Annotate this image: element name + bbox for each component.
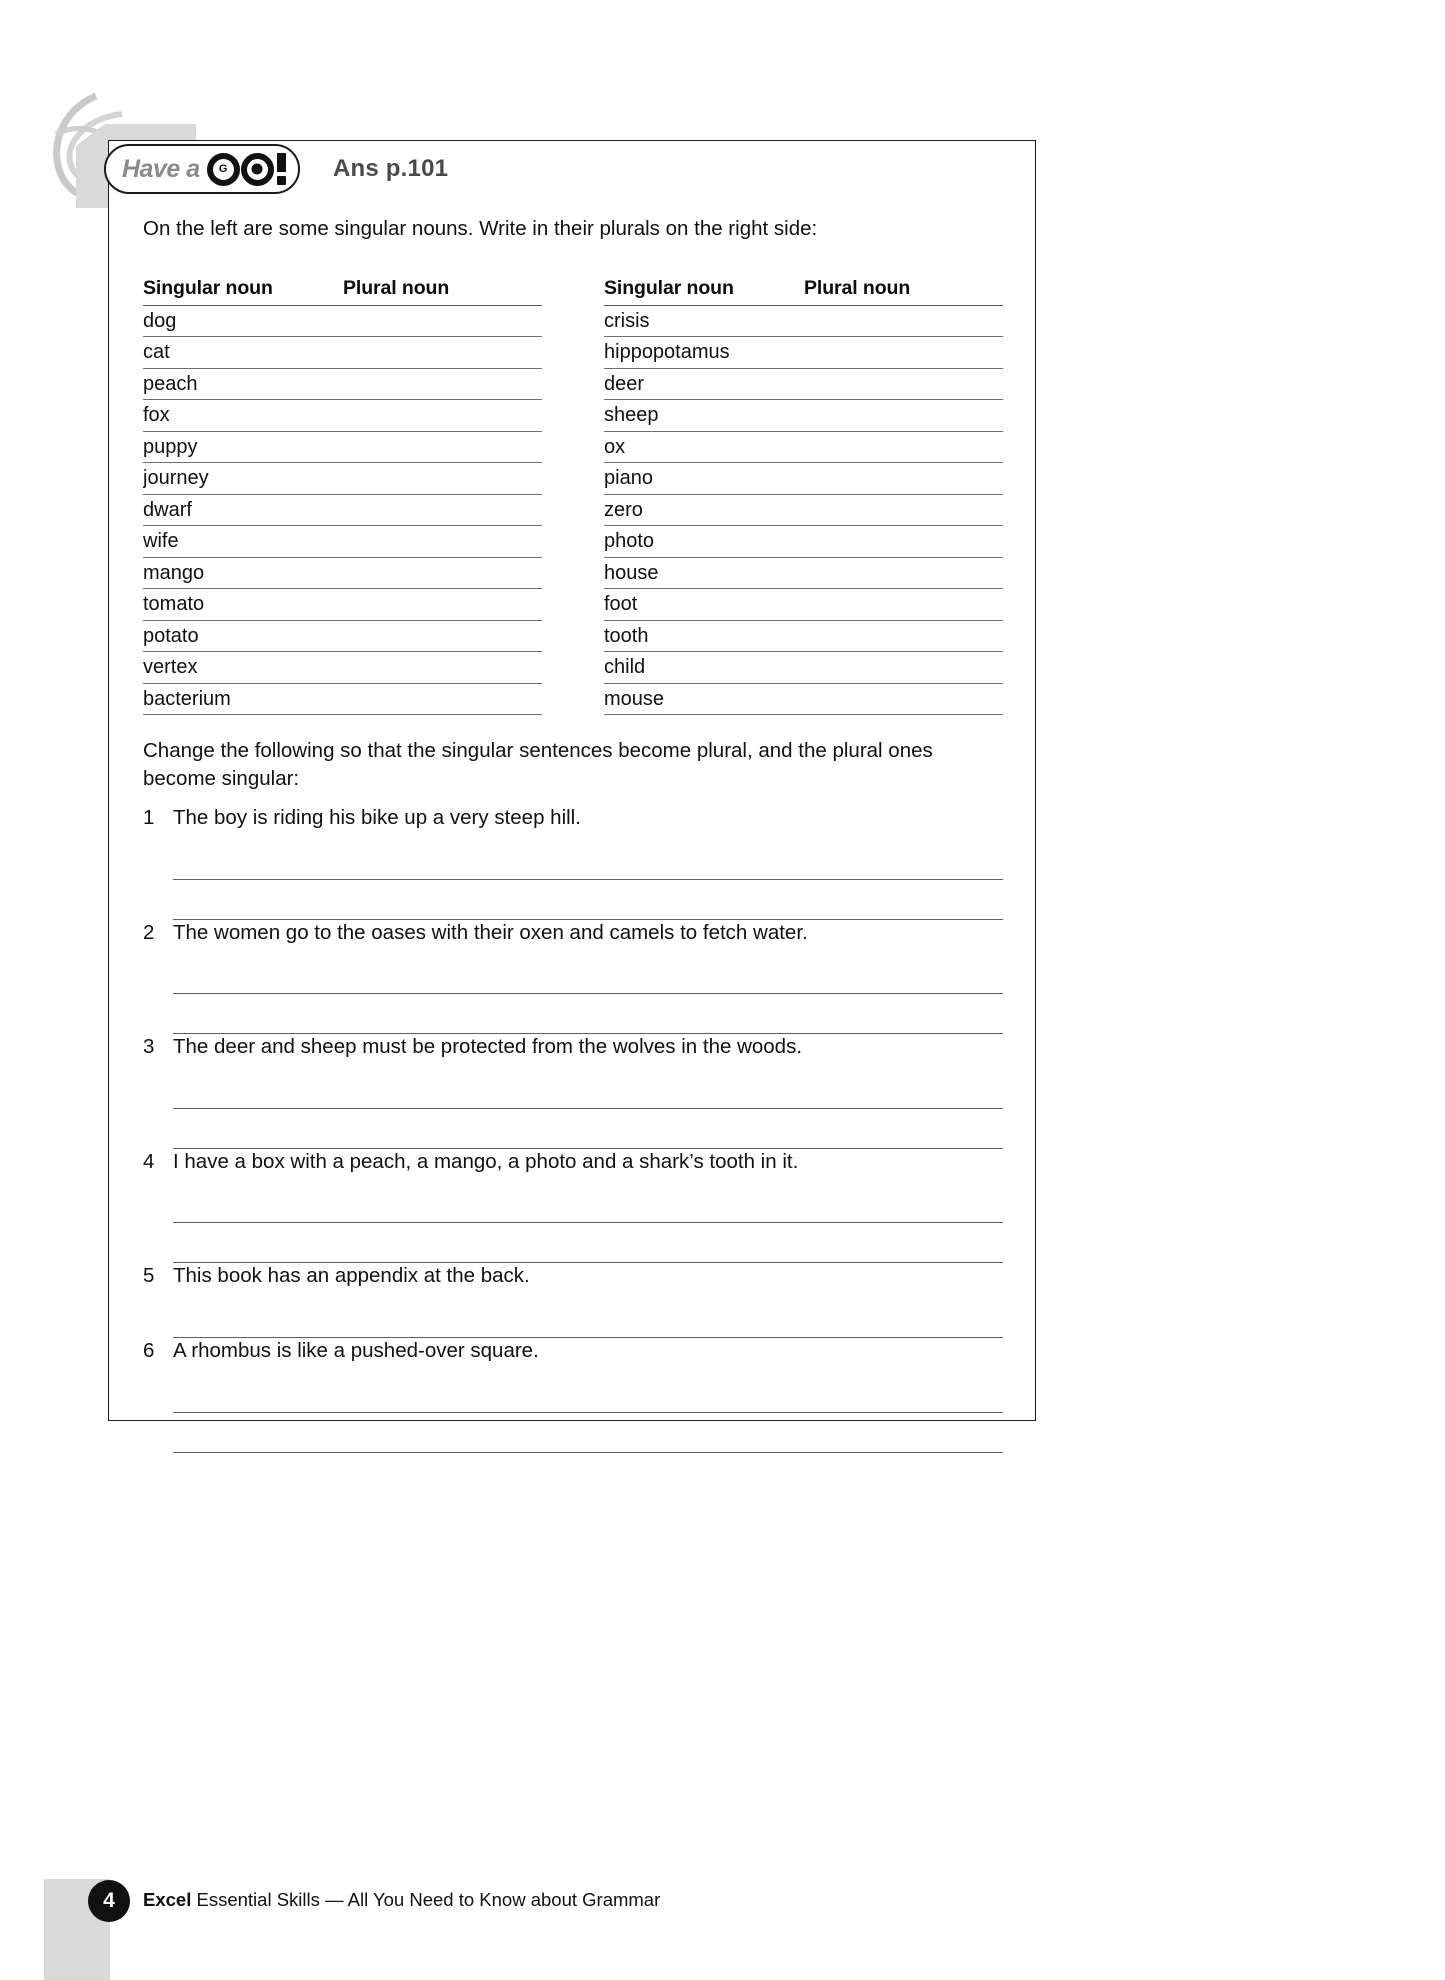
table-row[interactable]: child bbox=[604, 652, 1003, 684]
answer-rule[interactable] bbox=[173, 1109, 1003, 1149]
question-number: 1 bbox=[143, 805, 155, 829]
answer-rule[interactable] bbox=[173, 1413, 1003, 1453]
go-eyes-icon bbox=[207, 153, 286, 186]
answer-rule[interactable] bbox=[173, 994, 1003, 1034]
answer-rule[interactable] bbox=[173, 1223, 1003, 1263]
column-header-singular: Singular noun bbox=[604, 276, 734, 299]
column-header-plural: Plural noun bbox=[804, 276, 911, 299]
answer-reference: Ans p.101 bbox=[333, 155, 449, 182]
answer-rule[interactable] bbox=[173, 1175, 1003, 1223]
question-text: The women go to the oases with their oxen and camels to fetch water. bbox=[173, 920, 808, 944]
worksheet-body bbox=[143, 215, 1003, 1453]
table-row[interactable]: deer bbox=[604, 369, 1003, 401]
badge-have-label: Have a bbox=[122, 154, 200, 183]
answer-lines[interactable] bbox=[143, 1290, 1003, 1338]
question-text: I have a box with a peach, a mango, a photo and a shark’s tooth in it. bbox=[173, 1149, 799, 1173]
table-header-left bbox=[143, 277, 542, 306]
table-row[interactable]: ox bbox=[604, 432, 1003, 464]
table-row[interactable]: tooth bbox=[604, 621, 1003, 653]
table-row[interactable]: house bbox=[604, 558, 1003, 590]
answer-lines[interactable] bbox=[143, 832, 1003, 920]
exclamation-icon bbox=[277, 153, 286, 185]
column-header-singular: Singular noun bbox=[143, 276, 273, 299]
question-item bbox=[143, 920, 1003, 1035]
footer-series-title: Essential Skills — All You Need to Know about Grammar bbox=[196, 1889, 661, 1910]
answer-lines[interactable] bbox=[143, 1061, 1003, 1149]
table-row[interactable]: sheep bbox=[604, 400, 1003, 432]
table-row[interactable]: fox bbox=[143, 400, 542, 432]
table-row[interactable]: puppy bbox=[143, 432, 542, 464]
table-row[interactable]: journey bbox=[143, 463, 542, 495]
noun-table-right bbox=[604, 277, 1003, 716]
table-row[interactable]: piano bbox=[604, 463, 1003, 495]
answer-rule[interactable] bbox=[173, 1061, 1003, 1109]
question-number: 4 bbox=[143, 1149, 155, 1173]
table-header-right bbox=[604, 277, 1003, 306]
have-a-go-badge bbox=[104, 144, 300, 194]
eye-o-icon bbox=[241, 153, 274, 186]
table-row[interactable]: photo bbox=[604, 526, 1003, 558]
question-number: 2 bbox=[143, 920, 155, 944]
column-header-plural: Plural noun bbox=[343, 276, 450, 299]
table-row[interactable]: crisis bbox=[604, 306, 1003, 338]
page-number-badge: 4 bbox=[88, 1880, 130, 1922]
question-text: This book has an appendix at the back. bbox=[173, 1264, 530, 1288]
exercise2-instruction: Change the following so that the singular sentences become plural, and the plural ones become singular: bbox=[143, 739, 933, 791]
table-row[interactable]: peach bbox=[143, 369, 542, 401]
question-item bbox=[143, 1034, 1003, 1149]
answer-lines[interactable] bbox=[143, 946, 1003, 1034]
answer-rule[interactable] bbox=[173, 880, 1003, 920]
table-row[interactable]: zero bbox=[604, 495, 1003, 527]
table-row[interactable]: wife bbox=[143, 526, 542, 558]
answer-rule[interactable] bbox=[173, 1290, 1003, 1338]
table-row[interactable]: tomato bbox=[143, 589, 542, 621]
question-number: 3 bbox=[143, 1035, 155, 1059]
question-item bbox=[143, 1338, 1003, 1453]
table-row[interactable]: bacterium bbox=[143, 684, 542, 716]
answer-rule[interactable] bbox=[173, 832, 1003, 880]
noun-table-left bbox=[143, 277, 542, 716]
table-row[interactable]: dog bbox=[143, 306, 542, 338]
exercise1-instruction: On the left are some singular nouns. Write in their plurals on the right side: bbox=[143, 217, 818, 240]
table-row[interactable]: dwarf bbox=[143, 495, 542, 527]
answer-rule[interactable] bbox=[173, 1365, 1003, 1413]
question-item bbox=[143, 1263, 1003, 1338]
footer-brand: Excel bbox=[143, 1889, 192, 1910]
question-item bbox=[143, 1149, 1003, 1264]
eye-g-icon bbox=[207, 153, 240, 186]
question-text: The deer and sheep must be protected from the wolves in the woods. bbox=[173, 1035, 803, 1059]
table-row[interactable]: hippopotamus bbox=[604, 337, 1003, 369]
table-row[interactable]: cat bbox=[143, 337, 542, 369]
answer-rule[interactable] bbox=[173, 946, 1003, 994]
table-row[interactable]: potato bbox=[143, 621, 542, 653]
answer-lines[interactable] bbox=[143, 1365, 1003, 1453]
question-text: A rhombus is like a pushed-over square. bbox=[173, 1339, 539, 1363]
question-text: The boy is riding his bike up a very steep hill. bbox=[173, 805, 581, 829]
noun-tables bbox=[143, 277, 1003, 716]
answer-lines[interactable] bbox=[143, 1175, 1003, 1263]
footer-title bbox=[143, 1889, 660, 1911]
table-row[interactable]: foot bbox=[604, 589, 1003, 621]
question-number: 5 bbox=[143, 1264, 155, 1288]
table-row[interactable]: mouse bbox=[604, 684, 1003, 716]
question-number: 6 bbox=[143, 1339, 155, 1363]
table-row[interactable]: mango bbox=[143, 558, 542, 590]
table-row[interactable]: vertex bbox=[143, 652, 542, 684]
question-item bbox=[143, 805, 1003, 920]
